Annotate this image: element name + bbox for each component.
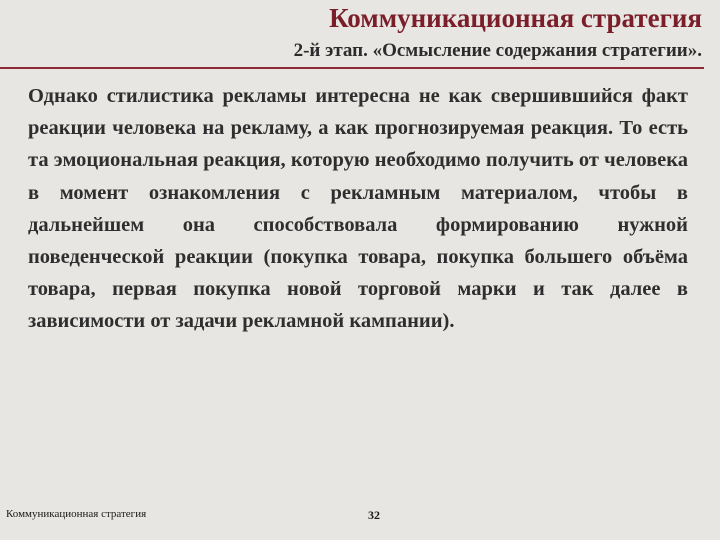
footer-label: Коммуникационная стратегия xyxy=(6,508,147,520)
slide-subtitle: 2-й этап. «Осмысление содержания стратегии». xyxy=(293,40,702,61)
body-paragraph: Однако стилистика рекламы интересна не как свершившийся факт реакции человека на рекламу, а как прогнозируемая реакция. То есть та эмоциональная реакция, которую необходимо получить от человека в момент ознакомления с рекламным материалом, чтобы в дальнейшем она способствовала формированию нужной поведенческой реакции (покупка товара, покупка большего объёма товара, первая покупка новой торговой марки и так далее в зависимости от задачи рекламной кампании). xyxy=(28,85,688,333)
header-divider xyxy=(0,67,704,69)
page-number: 32 xyxy=(368,508,380,522)
slide-title: Коммуникационная стратегия xyxy=(329,3,702,33)
